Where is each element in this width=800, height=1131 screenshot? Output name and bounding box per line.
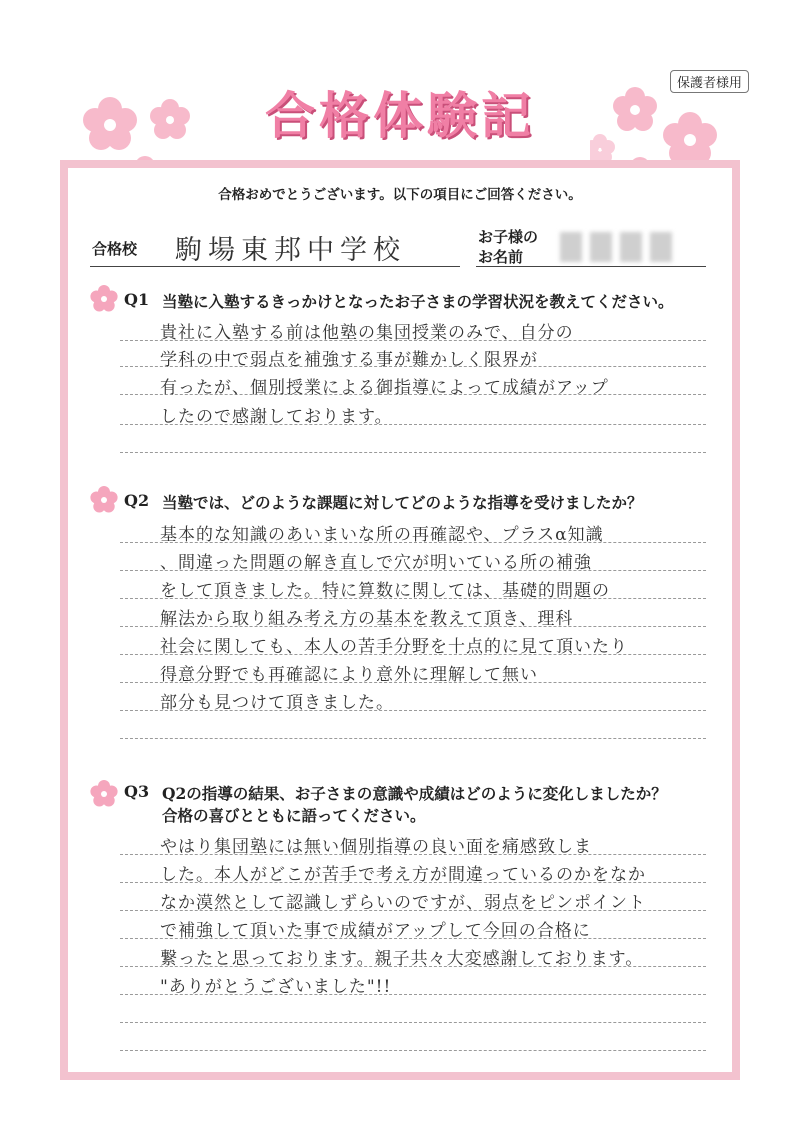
ruled-line <box>120 1050 706 1051</box>
q3-answer-line: 繋ったと思っております。親子共々大変感謝しております。 <box>160 949 644 969</box>
ruled-line <box>120 738 706 739</box>
q1-flower-icon <box>88 283 120 315</box>
q3-question-line1: Q2の指導の結果、お子さまの意識や成績はどのように変化しましたか？ <box>162 784 667 803</box>
q2-question: 当塾では、どのような課題に対してどのような指導を受けましたか？ <box>162 493 643 512</box>
intro-text: 合格おめでとうございます。以下の項目にご回答ください。 <box>218 187 582 203</box>
q2-answer-line: 基本的な知識のあいまいな所の再確認や、プラスα知識 <box>160 525 604 545</box>
q1-answer-line: 学科の中で弱点を補強する事が難かしく限界が <box>160 350 538 370</box>
q2-number: Q2 <box>124 491 150 510</box>
q1-answer-line: 貴社に入塾する前は他塾の集団授業のみで、自分の <box>160 323 574 343</box>
q2-answer-line: 、間違った問題の解き直しで穴が明いている所の補強 <box>160 553 592 573</box>
q1-answer-line: 有ったが、個別授業による御指導によって成績がアップ <box>160 378 609 398</box>
school-value: 駒場東邦中学校 <box>175 235 406 266</box>
q3-answer-line: "ありがとうございました"!! <box>160 977 392 997</box>
q2-answer-line: をして頂きました。特に算数に関しては、基礎的問題の <box>160 581 610 601</box>
q2-flower-icon <box>88 484 120 516</box>
page-title: 合格体験記 <box>265 86 535 145</box>
q2-answer-line: 解法から取り組み考え方の基本を教えて頂き、理科 <box>160 609 574 629</box>
q3-answer-line: した。本人がどこが苦手で考え方が間違っているのかをなか <box>160 865 646 885</box>
ruled-line <box>120 1022 706 1023</box>
q3-answer-line: で補強して頂いた事で成績がアップして今回の合格に <box>160 921 591 941</box>
audience-badge: 保護者様用 <box>670 70 749 93</box>
school-underline <box>90 266 460 267</box>
q3-number: Q3 <box>124 782 150 801</box>
ruled-line <box>120 452 706 453</box>
child-name-label-line2: お名前 <box>478 248 524 266</box>
q2-answer-line: 社会に関しても、本人の苦手分野を十点的に見て頂いたり <box>160 637 628 657</box>
q3-answer-line: なか漠然として認識しずらいのですが、弱点をピンポイント <box>160 893 646 913</box>
q1-answer-line: したので感謝しております。 <box>160 407 393 427</box>
child-name-redacted <box>560 232 690 266</box>
q1-question: 当塾に入塾するきっかけとなったお子さまの学習状況を教えてください。 <box>162 292 674 311</box>
q1-number: Q1 <box>124 290 150 309</box>
q3-flower-icon <box>88 778 120 810</box>
child-name-label-line1: お子様の <box>478 228 539 246</box>
q3-question-line2: 合格の喜びとともに語ってください。 <box>162 806 426 825</box>
child-name-underline <box>476 266 706 267</box>
q2-answer-line: 部分も見つけて頂きました。 <box>160 693 394 713</box>
q3-answer-line: やはり集団塾には無い個別指導の良い面を痛感致しま <box>160 837 592 857</box>
q2-answer-line: 得意分野でも再確認により意外に理解して無い <box>160 665 538 685</box>
school-label: 合格校 <box>92 240 138 258</box>
